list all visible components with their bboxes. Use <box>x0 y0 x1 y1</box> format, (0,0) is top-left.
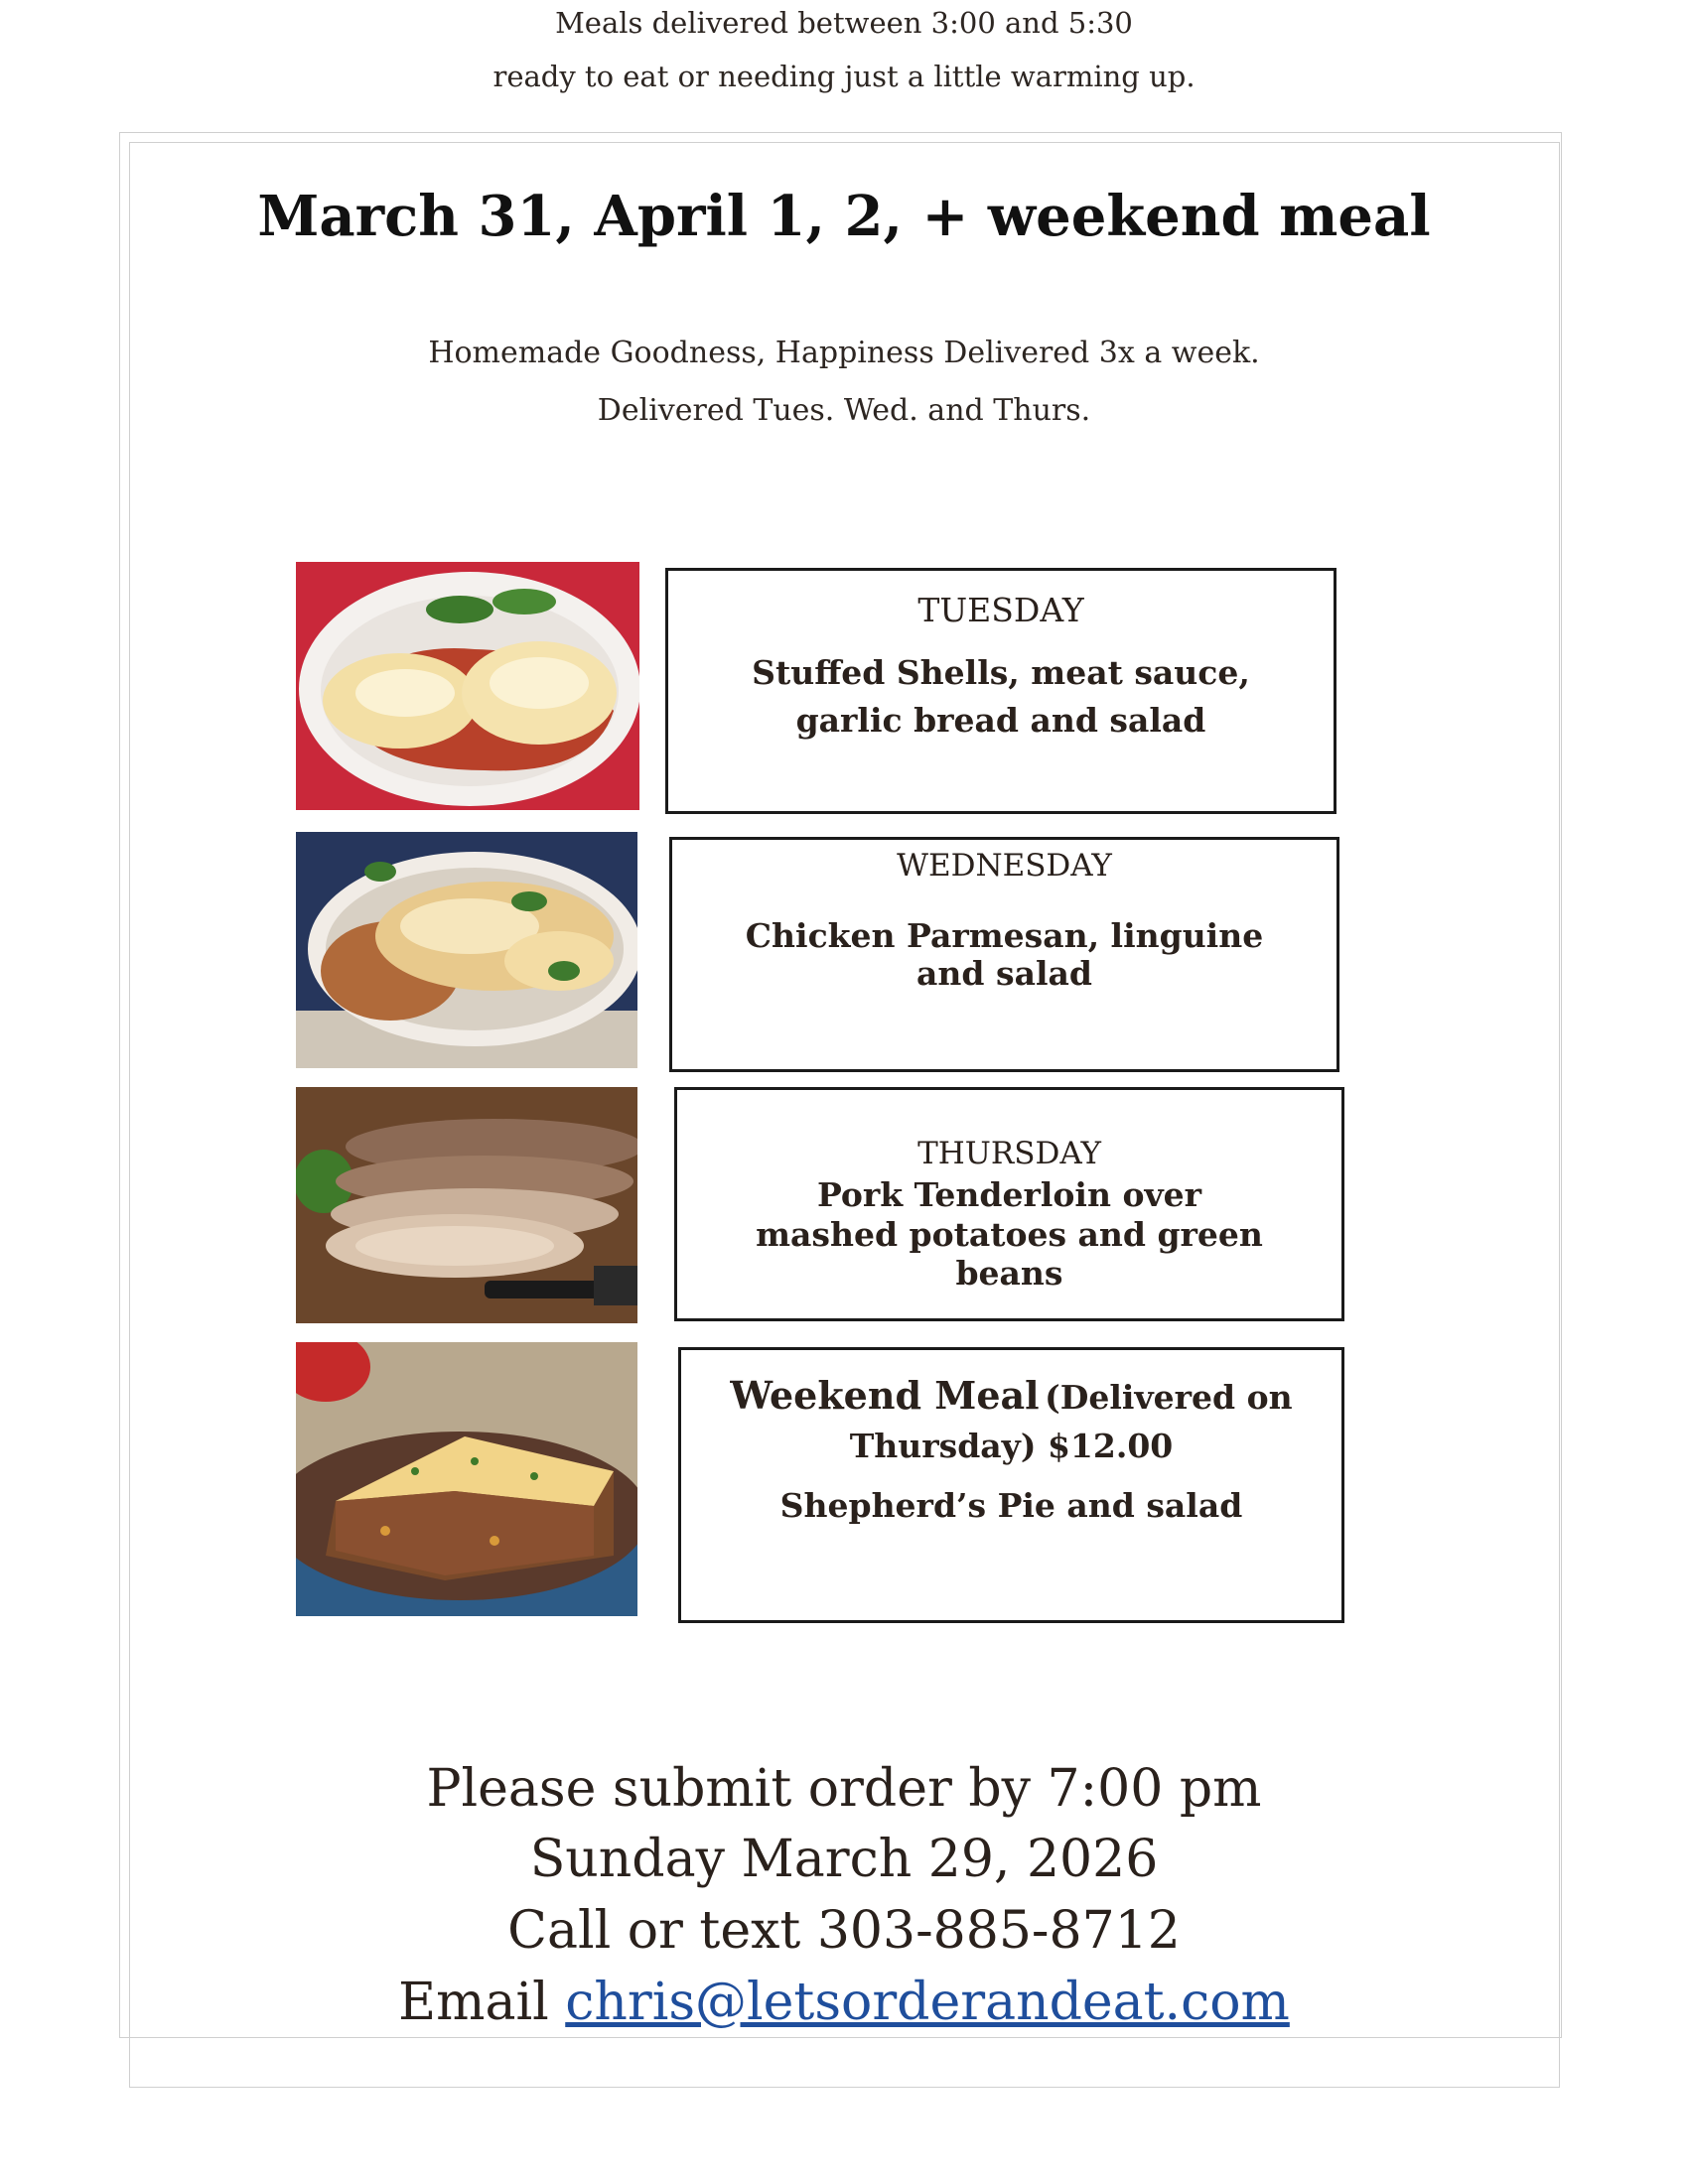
weekend-delivery-note: (Delivered on Thursday) $12.00 <box>849 1378 1293 1466</box>
email-prefix: Email <box>398 1973 549 2032</box>
email-contact <box>0 1973 1688 2032</box>
wednesday-day-label: WEDNESDAY <box>897 848 1112 884</box>
chicken-parmesan-photo <box>296 832 637 1068</box>
ready-note: ready to eat or needing just a little warming up. <box>492 60 1196 93</box>
intro-line-2: Delivered Tues. Wed. and Thurs. <box>597 393 1091 428</box>
page-title: March 31, April 1, 2, + weekend meal <box>257 184 1431 249</box>
tuesday-day-label: TUESDAY <box>917 591 1084 629</box>
tuesday-menu-box <box>665 568 1336 814</box>
thursday-menu-box <box>674 1087 1344 1321</box>
thursday-day-label: THURSDAY <box>917 1136 1101 1171</box>
pork-tenderloin-photo <box>296 1087 637 1323</box>
intro-line-1: Homemade Goodness, Happiness Delivered 3x a week. <box>428 336 1260 370</box>
email-link[interactable]: chris@letsorderandeat.com <box>565 1973 1290 2032</box>
wednesday-dish: Chicken Parmesan, linguine and salad <box>745 916 1264 993</box>
stuffed-shells-photo <box>296 562 639 810</box>
shepherds-pie-photo <box>296 1342 637 1616</box>
weekend-menu-box <box>678 1347 1344 1623</box>
wednesday-menu-box <box>669 837 1339 1072</box>
thursday-dish: Pork Tenderloin over mashed potatoes and green beans <box>756 1175 1263 1294</box>
tuesday-dish: Stuffed Shells, meat sauce, garlic bread and salad <box>752 653 1250 740</box>
weekend-meal-label: Weekend Meal <box>730 1373 1040 1418</box>
phone-contact: Call or text 303-885-8712 <box>507 1901 1181 1961</box>
delivery-window-note: Meals delivered between 3:00 and 5:30 <box>555 6 1133 40</box>
order-deadline-date: Sunday March 29, 2026 <box>529 1830 1159 1889</box>
weekend-dish: Shepherd’s Pie and salad <box>779 1485 1243 1525</box>
order-deadline: Please submit order by 7:00 pm <box>426 1759 1262 1819</box>
